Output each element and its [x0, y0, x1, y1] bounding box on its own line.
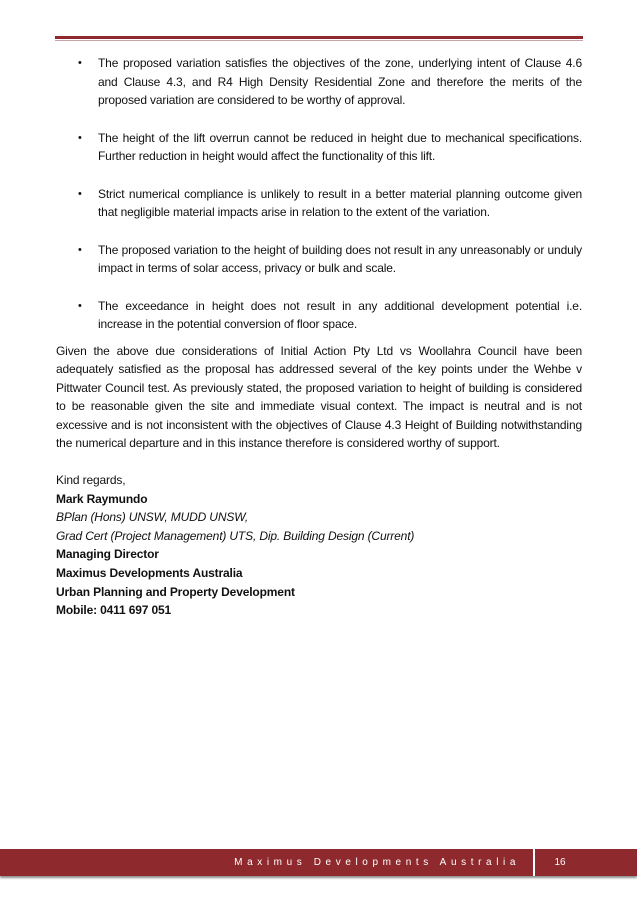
signature-block [56, 471, 582, 620]
mobile-number: Mobile: 0411 697 051 [56, 603, 172, 618]
bullet-text: The exceedance in height does not result in any additional development potential i.e. increase in the potential conversion of floor space. [98, 298, 582, 331]
bullet-item [56, 54, 582, 110]
document-body [56, 54, 582, 620]
bullet-text: The proposed variation satisfies the objectives of the zone, underlying intent of Clause 4.6 and Clause 4.3, and R4 High Density Residential Zone and therefore the merits of the proposed variation are considered to be worthy of approval. [98, 56, 582, 107]
bullet-icon: • [78, 299, 82, 312]
qualifications-line-1: BPlan (Hons) UNSW, MUDD UNSW, [56, 510, 249, 525]
bullet-item [56, 241, 582, 278]
header-rule-thin [55, 40, 583, 41]
bullet-text: Strict numerical compliance is unlikely to result in a better material planning outcome given that negligible material impacts arise in relation to the extent of the variation. [98, 186, 582, 219]
page-number: 16 [554, 857, 566, 868]
bullet-text: The height of the lift overrun cannot be reduced in height due to mechanical specifications. Further reduction in height would affect the functionality of this lift. [98, 130, 582, 163]
footer-company-title: Maximus Developments Australia [234, 857, 520, 868]
bullet-list [56, 54, 582, 334]
bullet-item [56, 297, 582, 334]
bullet-icon: • [78, 131, 82, 144]
bullet-icon: • [78, 243, 82, 256]
qualifications-line-2: Grad Cert (Project Management) UTS, Dip. Building Design (Current) [56, 528, 415, 543]
bullet-item [56, 129, 582, 166]
bullet-item [56, 185, 582, 222]
company-name: Maximus Developments Australia [56, 566, 243, 581]
greeting: Kind regards, [56, 473, 126, 488]
signatory-name: Mark Raymundo [56, 491, 148, 506]
bullet-icon: • [78, 57, 82, 69]
bullet-icon: • [78, 187, 82, 200]
signatory-role: Managing Director [56, 547, 159, 562]
company-division: Urban Planning and Property Development [56, 584, 295, 599]
bullet-text: The proposed variation to the height of building does not result in any unreasonably or unduly impact in terms of solar access, privacy or bulk and scale. [98, 242, 582, 275]
footer-bar [0, 849, 637, 876]
header-rule [55, 36, 583, 39]
conclusion-paragraph: Given the above due considerations of Initial Action Pty Ltd vs Woollahra Council have been adequately satisfied as the proposal has addressed several of the key points under the Wehbe v Pittwater Council test. As previously stated, the proposed variation to height of building is considered to be reasonable given the site and immediate visual context. The impact is neutral and is not excessive and is not inconsistent with the objectives of Clause 4.3 Height of Building notwithstanding the numerical departure and in this instance therefore is considered worthy of support. [56, 343, 582, 451]
